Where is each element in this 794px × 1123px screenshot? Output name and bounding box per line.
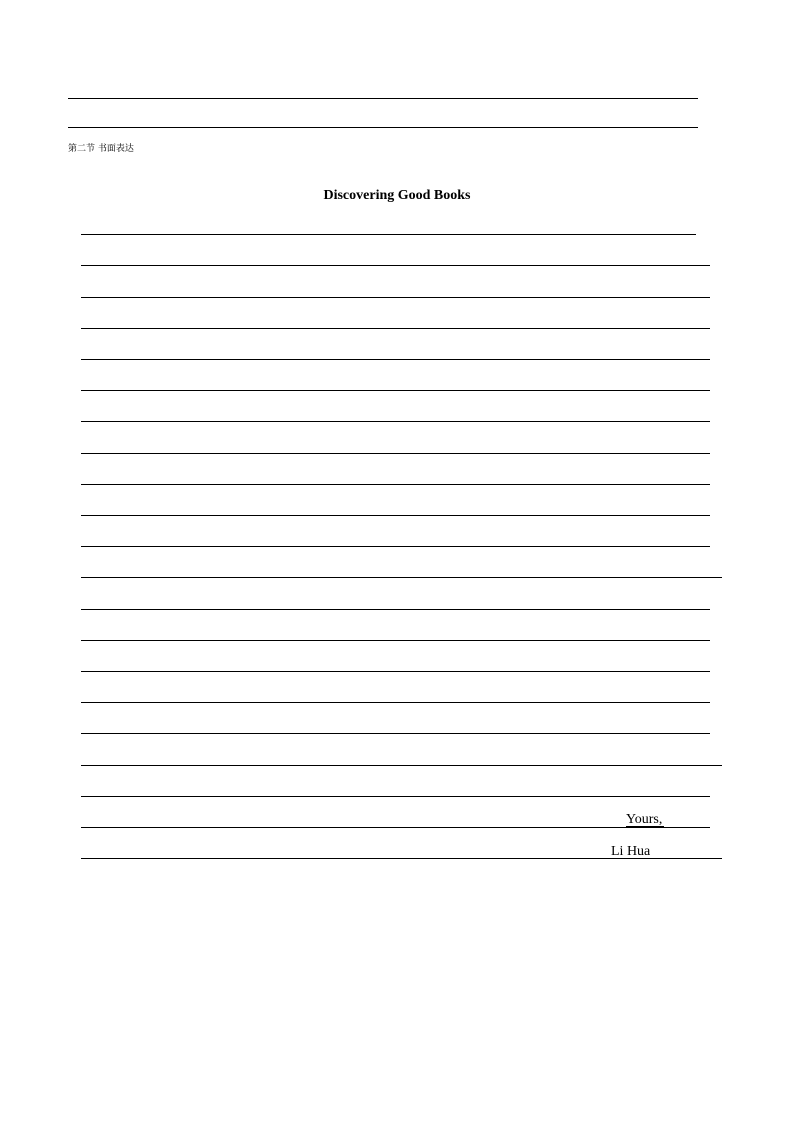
- writing-line: [81, 702, 710, 703]
- writing-line: [81, 265, 710, 266]
- writing-line: [81, 765, 722, 766]
- letter-closing: Yours,: [626, 812, 663, 827]
- writing-line: [81, 609, 710, 610]
- answer-line: [68, 98, 698, 99]
- writing-line: [81, 234, 696, 235]
- writing-line: [81, 453, 710, 454]
- writing-line: [81, 546, 710, 547]
- writing-line: [81, 577, 722, 578]
- writing-line: [81, 390, 710, 391]
- writing-line: [81, 359, 710, 360]
- section-heading: 第二节 书面表达: [68, 144, 134, 154]
- essay-title: Discovering Good Books: [323, 188, 471, 203]
- writing-line: [81, 796, 710, 797]
- writing-line: [81, 297, 710, 298]
- writing-line: [81, 515, 710, 516]
- closing-underline: [626, 826, 664, 827]
- writing-line: [81, 733, 710, 734]
- writing-line: [81, 671, 710, 672]
- letter-signature: Li Hua: [611, 844, 651, 859]
- writing-line: [81, 640, 710, 641]
- answer-line: [68, 127, 698, 128]
- writing-line: [81, 421, 710, 422]
- writing-line: [81, 484, 710, 485]
- writing-line: [81, 827, 710, 828]
- writing-line: [81, 328, 710, 329]
